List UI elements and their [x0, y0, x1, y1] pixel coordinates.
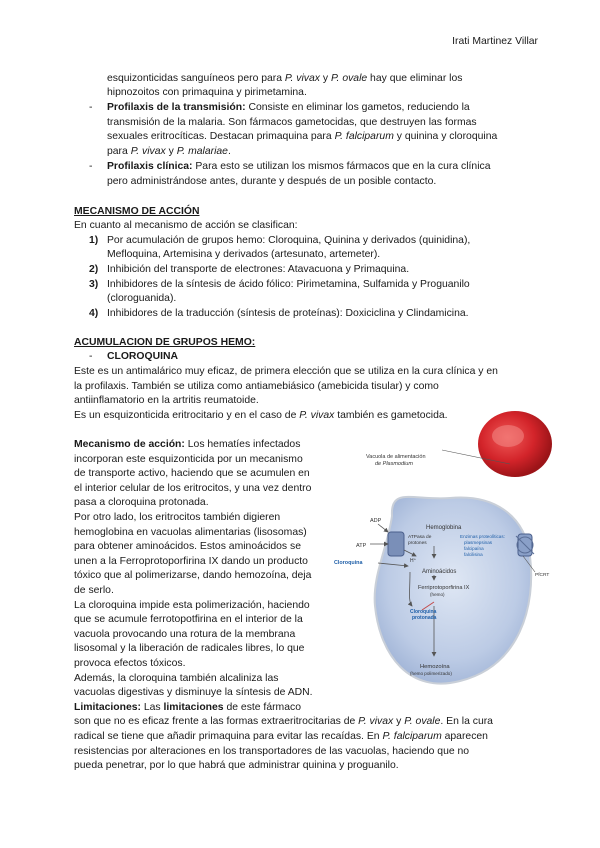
label-fpix-2: (hemo) — [430, 592, 445, 597]
transmision-line-3: sexuales eritrocíticas. Destacan primaquina para P. falciparum y quinina y cloroquina — [107, 131, 498, 142]
clinica-line-2: pero administrándose antes, durante y después de un posible contacto. — [107, 176, 437, 187]
atpase-channel — [388, 532, 404, 556]
list-item-1-cont: Mefloquina, Artemisina y derivados (artesunato, artemeter). — [107, 249, 381, 260]
list-item-2: 2) Inhibición del transporte de electrones: Atavacuona y Primaquina. — [89, 264, 410, 275]
label-hemozoina-1: Hemozoína — [420, 664, 450, 670]
mech-line: tóxico que al polimerizarse, dando hemozoína, deja — [74, 570, 312, 581]
transmision-line-4: para P. vivax y P. malariae. — [107, 146, 231, 157]
mech-line: lisosomal y la liberación de radicales libres, lo que — [74, 643, 305, 654]
limitaciones-line-4: resistencias por alteraciones en los transportadores de las vacuolas, haciendo que no — [74, 746, 470, 757]
mech-line: provoca efectos tóxicos. — [74, 658, 186, 669]
mech-line: de serlo. — [74, 585, 114, 596]
mech-line: hemoglobina en vacuolas alimentarias (lisosomas) — [74, 527, 307, 538]
label-pfcrt: PfCRT — [535, 573, 550, 578]
sub-heading-cloroquina: - CLOROQUINA — [89, 351, 178, 362]
label-cloroquina: Cloroquina — [334, 560, 363, 566]
label-vacuola-1: Vacuola de alimentación — [366, 454, 426, 460]
mech-line: para obtener aminoácidos. Estos aminoácidos se — [74, 541, 301, 552]
mech-line: de transporte activo, haciendo que se acumulen en — [74, 468, 310, 479]
cloroquina-p1: Este es un antimalárico muy eficaz, de primera elección que se utiliza en la cura clínica y en — [74, 366, 498, 377]
arrow-adp — [378, 524, 388, 532]
list-item-4: 4) Inhibidores de la traducción (síntesis de proteínas): Doxiciclina y Clindamicina. — [89, 308, 469, 319]
label-atpasa-1: ATPasa de — [408, 535, 432, 540]
mecanismo-intro: En cuanto al mecanismo de acción se clasifican: — [74, 220, 298, 231]
label-cq-prot-2: protonada — [412, 615, 437, 621]
label-atpasa-2: protones — [408, 541, 427, 546]
author-name: Irati Martinez Villar — [452, 36, 538, 47]
label-adp: ADP — [370, 518, 382, 524]
list-item-3-cont: (cloroguanida). — [107, 293, 177, 304]
mech-line: incorporan este esquizonticida por un mecanismo — [74, 454, 303, 465]
mech-line: pasa a cloroquina protonada. — [74, 497, 209, 508]
label-enzimas-2: plasmepsinas — [464, 540, 493, 545]
mech-line: vacuolas digestivas y disminuye la síntesis de ADN. — [74, 687, 313, 698]
label-enzimas-1: Enzimas proteolíticas: — [460, 534, 505, 539]
label-fpix-1: Ferriprotoporfirina IX — [418, 585, 470, 591]
intro-line-1: esquizonticidas sanguíneos pero para P. vivax y P. ovale hay que eliminar los — [107, 73, 463, 84]
mech-line: La cloroquina impide esta polimerización, haciendo — [74, 600, 310, 611]
intro-line-2: hipnozoitos con primaquina y pirimetamina. — [107, 87, 307, 98]
cloroquina-p3: antiinflamatorio en la artritis reumatoide. — [74, 395, 259, 406]
limitaciones-line-2: son que no es eficaz frente a las formas extraeritrocitarias de P. vivax y P. ovale. En la cura — [74, 716, 493, 727]
label-aminoacidos: Aminoácidos — [422, 569, 457, 575]
transmision-line-2: transmisión de la malaria. Son fármacos gametocidas, que destruyen las formas — [107, 117, 477, 128]
cloroquina-p4: Es un esquizonticida eritrocitario y en el caso de P. vivax también es gametocida. — [74, 410, 448, 421]
mech-line: que se acumule ferrotopotfirina en el interior de la — [74, 614, 303, 625]
mech-line: Por otro lado, los eritrocitos también digieren — [74, 512, 281, 523]
cloroquina-p2: la profilaxis. También se utiliza como antiamebiásico (amebicida tisular) y como — [74, 381, 439, 392]
mech-line-0: Mecanismo de acción: Los hematíes infectados — [74, 439, 301, 450]
label-hemozoina-2: (hemo polimerizado) — [410, 671, 452, 676]
bullet-transmision: - Profilaxis de la transmisión: Consiste en eliminar los gametos, reduciendo la — [89, 102, 470, 113]
label-hemoglobina: Hemoglobina — [426, 525, 462, 531]
bullet-clinica: - Profilaxis clínica: Para esto se utilizan los mismos fármacos que en la cura clínica — [89, 161, 491, 172]
label-vacuola-2: de Plasmodium — [375, 461, 413, 467]
limitaciones-line-3: radical se tiene que añadir primaquina para evitar las recaídas. En P. falciparum aparecen — [74, 731, 488, 742]
mech-line: unen a la Ferroprotoporfirina IX dando un producto — [74, 556, 308, 567]
limitaciones-line-5: pueda penetrar, por lo que habrá que administrar quinina y proguanilo. — [74, 760, 399, 771]
mech-line: vacuola provocando una rotura de la membrana — [74, 629, 296, 640]
limitaciones-line-1: Limitaciones: Las limitaciones de este fármaco — [74, 702, 301, 713]
list-item-3: 3) Inhibidores de la síntesis de ácido fólico: Pirimetamina, Sulfamida y Proguanilo — [89, 279, 470, 290]
label-enzimas-4: falcilisina — [464, 552, 483, 557]
section-heading-mecanismo: MECANISMO DE ACCIÓN — [74, 206, 200, 217]
label-h-plus: H⁺ — [410, 558, 417, 564]
section-heading-acumulacion: ACUMULACION DE GRUPOS HEMO: — [74, 337, 256, 348]
vacuole-diagram — [330, 406, 560, 706]
label-enzimas-3: falcipaína — [464, 546, 484, 551]
mech-line: Además, la cloroquina también alcaliniza las — [74, 673, 279, 684]
label-atp: ATP — [356, 543, 367, 549]
mech-line: el interior celular de los eritrocitos, y una vez dentro — [74, 483, 312, 494]
red-blood-cell-highlight — [492, 425, 524, 447]
list-item-1: 1) Por acumulación de grupos hemo: Cloroquina, Quinina y derivados (quinidina), — [89, 235, 471, 246]
label-cq-prot-1: Cloroquina — [410, 609, 437, 615]
